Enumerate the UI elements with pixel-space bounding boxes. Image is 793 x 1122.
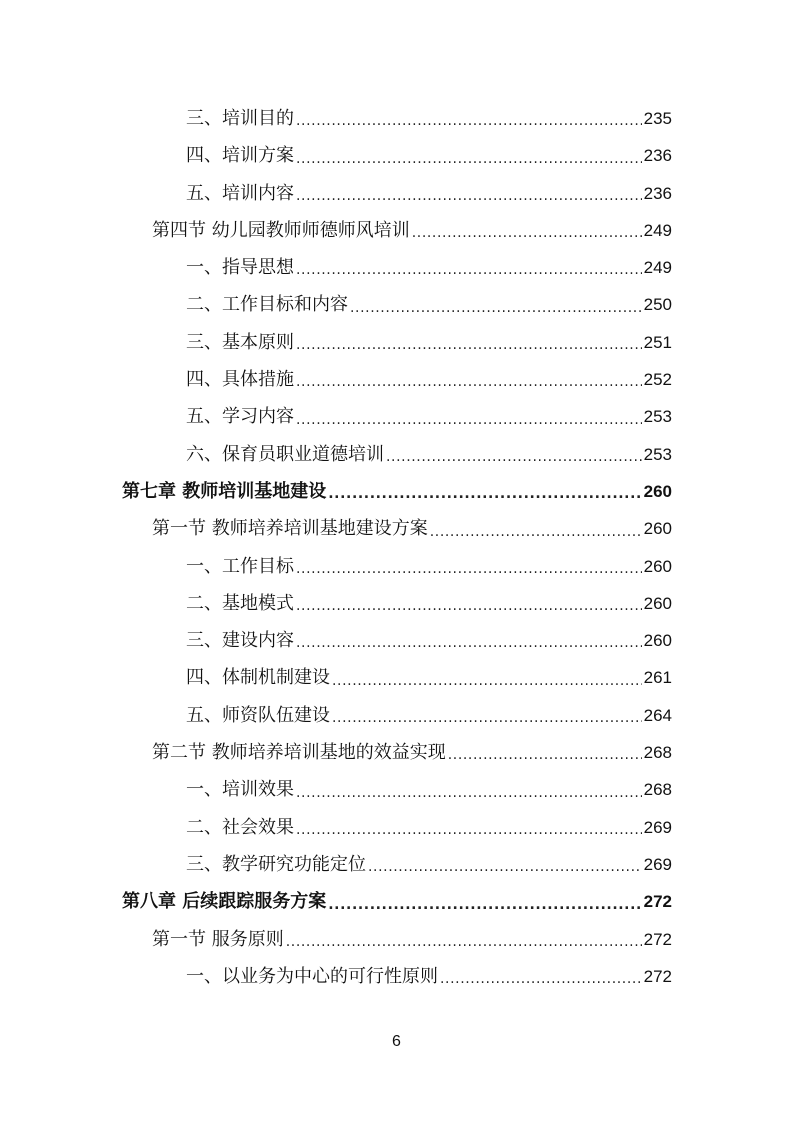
toc-leader-dots: [332, 659, 642, 696]
toc-leader-dots: [448, 734, 642, 771]
toc-entry-item[interactable]: [0, 622, 672, 659]
toc-leader-dots: [296, 100, 642, 137]
toc-entry-page-number: 272: [643, 929, 672, 949]
toc-entry-page-number: 260: [643, 593, 672, 613]
toc-entry-title: 三、培训目的: [186, 108, 294, 129]
table-of-contents: [0, 100, 793, 995]
toc-entry-section[interactable]: [0, 212, 672, 249]
toc-entry-title: 四、体制机制建设: [186, 667, 330, 689]
toc-entry-section[interactable]: [0, 510, 672, 547]
toc-leader-dots: [412, 212, 642, 249]
toc-entry-item[interactable]: [0, 137, 672, 174]
toc-entry-item[interactable]: [0, 771, 672, 808]
toc-entry-item[interactable]: [0, 361, 672, 398]
toc-entry-page-number: 269: [643, 854, 672, 874]
toc-entry-item[interactable]: [0, 100, 672, 137]
toc-entry-item[interactable]: [0, 585, 672, 622]
toc-entry-page-number: 264: [643, 705, 672, 725]
toc-entry-title: 第七章 教师培训基地建设: [122, 480, 327, 502]
toc-leader-dots: [296, 137, 642, 174]
toc-entry-title: 二、基地模式: [186, 592, 294, 614]
toc-entry-item[interactable]: [0, 697, 672, 734]
toc-entry-page-number: 252: [643, 370, 672, 390]
toc-leader-dots: [328, 883, 641, 920]
toc-leader-dots: [296, 585, 642, 622]
toc-entry-title: 五、学习内容: [186, 406, 294, 428]
toc-leader-dots: [286, 921, 642, 958]
toc-entry-title: 第四节 幼儿园教师师德师风培训: [152, 219, 410, 241]
toc-leader-dots: [430, 510, 642, 547]
toc-leader-dots: [328, 473, 641, 510]
toc-entry-title: 一、指导思想: [186, 257, 294, 279]
toc-entry-page-number: 249: [643, 258, 672, 278]
toc-entry-title: 六、保育员职业道德培训: [186, 443, 384, 465]
toc-entry-page-number: 261: [643, 668, 672, 688]
toc-entry-item[interactable]: [0, 659, 672, 696]
toc-entry-title: 一、工作目标: [186, 555, 294, 577]
toc-entry-item[interactable]: [0, 249, 672, 286]
toc-entry-item[interactable]: [0, 324, 672, 361]
toc-entry-page-number: 249: [643, 220, 672, 240]
toc-entry-title: 二、工作目标和内容: [186, 294, 348, 316]
toc-leader-dots: [296, 361, 642, 398]
toc-entry-page-number: 272: [643, 966, 672, 986]
toc-entry-page-number: 236: [643, 183, 672, 203]
page-number: 6: [392, 1033, 401, 1050]
toc-entry-page-number: 253: [643, 407, 672, 427]
toc-entry-page-number: 250: [643, 295, 672, 315]
toc-leader-dots: [368, 846, 642, 883]
toc-entry-title: 二、社会效果: [186, 816, 294, 838]
toc-entry-title: 三、基本原则: [186, 331, 294, 353]
toc-leader-dots: [386, 436, 642, 473]
toc-entry-page-number: 236: [643, 146, 672, 166]
toc-entry-chapter[interactable]: [0, 473, 672, 510]
toc-leader-dots: [296, 324, 642, 361]
toc-entry-item[interactable]: [0, 398, 672, 435]
toc-entry-title: 第一节 教师培养培训基地建设方案: [152, 518, 428, 540]
toc-leader-dots: [296, 771, 642, 808]
toc-leader-dots: [440, 958, 642, 995]
toc-entry-item[interactable]: [0, 548, 672, 585]
toc-entry-title: 第一节 服务原则: [152, 928, 284, 950]
toc-leader-dots: [296, 809, 642, 846]
toc-entry-page-number: 235: [643, 109, 672, 128]
toc-entry-section[interactable]: [0, 921, 672, 958]
toc-entry-item[interactable]: [0, 436, 672, 473]
toc-entry-page-number: 269: [643, 817, 672, 837]
toc-entry-title: 第八章 后续跟踪服务方案: [122, 891, 327, 913]
toc-entry-page-number: 260: [643, 631, 672, 651]
toc-entry-item[interactable]: [0, 175, 672, 212]
toc-entry-page-number: 260: [643, 519, 672, 539]
toc-entry-title: 四、具体措施: [186, 369, 294, 391]
toc-leader-dots: [332, 697, 642, 734]
toc-leader-dots: [350, 286, 642, 323]
toc-entry-item[interactable]: [0, 809, 672, 846]
toc-leader-dots: [296, 398, 642, 435]
toc-entry-title: 五、培训内容: [186, 182, 294, 204]
toc-entry-title: 一、培训效果: [186, 779, 294, 801]
toc-entry-page-number: 260: [643, 556, 672, 576]
toc-entry-item[interactable]: [0, 846, 672, 883]
toc-entry-page-number: 272: [643, 892, 672, 912]
toc-leader-dots: [296, 249, 642, 286]
toc-entry-section[interactable]: [0, 734, 672, 771]
toc-leader-dots: [296, 548, 642, 585]
toc-entry-page-number: 268: [643, 780, 672, 800]
toc-entry-title: 四、培训方案: [186, 145, 294, 167]
toc-entry-page-number: 253: [643, 444, 672, 464]
toc-entry-chapter[interactable]: [0, 883, 672, 920]
toc-entry-title: 三、教学研究功能定位: [186, 853, 366, 875]
toc-entry-title: 第二节 教师培养培训基地的效益实现: [152, 742, 446, 764]
toc-entry-item[interactable]: [0, 958, 672, 995]
toc-leader-dots: [296, 175, 642, 212]
toc-leader-dots: [296, 622, 642, 659]
toc-entry-page-number: 251: [643, 332, 672, 352]
toc-entry-item[interactable]: [0, 286, 672, 323]
toc-entry-title: 五、师资队伍建设: [186, 704, 330, 726]
toc-entry-page-number: 268: [643, 743, 672, 763]
toc-entry-title: 一、以业务为中心的可行性原则: [186, 965, 438, 987]
toc-entry-page-number: 260: [643, 481, 672, 501]
toc-entry-title: 三、建设内容: [186, 630, 294, 652]
